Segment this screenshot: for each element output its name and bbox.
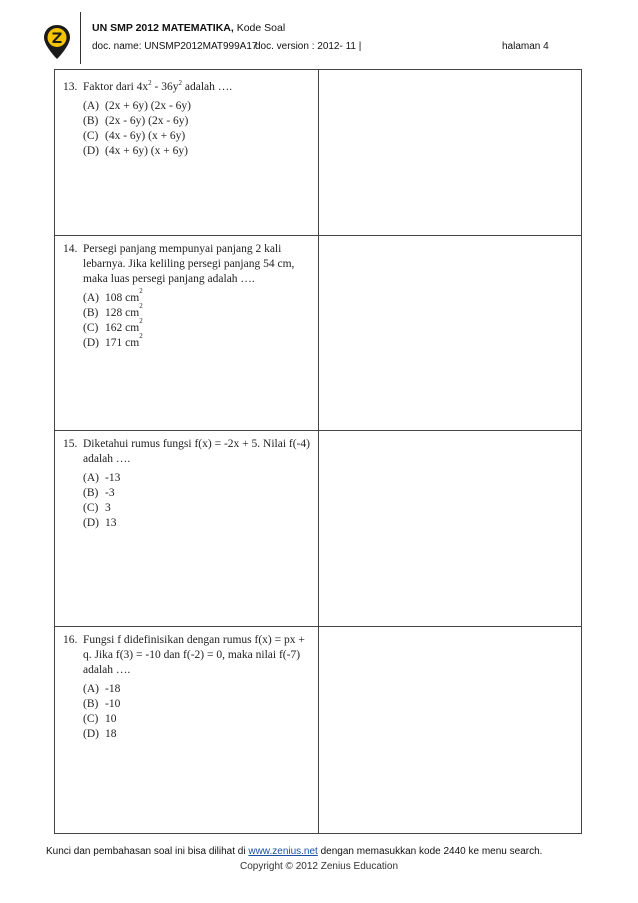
row-divider <box>55 626 581 627</box>
question-15 <box>63 437 313 531</box>
zenius-link[interactable]: www.zenius.net <box>248 846 318 857</box>
question-stem: Diketahui rumus fungsi f(x) = -2x + 5. Nilai f(-4) adalah …. <box>83 438 310 465</box>
option-a: (A) 108 cm 2 <box>83 287 143 304</box>
question-grid <box>54 69 582 834</box>
question-stem: Persegi panjang mempunyai panjang 2 kali lebarnya. Jika keliling persegi panjang 54 cm, maka luas persegi panjang adalah …. <box>83 243 295 285</box>
options-list <box>83 682 313 742</box>
doc-version: doc. version : 2012- 11 | <box>255 41 362 52</box>
option-d: (D) 18 <box>83 728 117 740</box>
option-a: (A) -18 <box>83 683 121 695</box>
option-a: (A) -13 <box>83 472 121 484</box>
row-divider <box>55 430 581 431</box>
option-c: (C) 10 <box>83 713 117 725</box>
option-d: (D) 171 cm 2 <box>83 332 143 349</box>
option-d: (D) 13 <box>83 517 117 529</box>
footer-note: Kunci dan pembahasan soal ini bisa dilihat di www.zenius.net dengan memasukkan kode 2440 ke menu search. <box>46 846 543 857</box>
question-number: 15. <box>63 438 78 450</box>
column-divider <box>318 70 319 833</box>
row-divider <box>55 235 581 236</box>
question-number: 13. <box>63 81 78 93</box>
header-divider <box>80 12 81 64</box>
options-list <box>83 471 313 531</box>
doc-name: doc. name: UNSMP2012MAT999A17 <box>92 41 258 52</box>
question-stem: Faktor dari $4x^2 - 36y^2$ adalah …. <box>83 79 233 93</box>
page-header <box>0 0 638 75</box>
copyright: Copyright © 2012 Zenius Education <box>239 861 399 872</box>
question-stem: Fungsi f didefinisikan dengan rumus f(x) = px + q. Jika f(3) = -10 dan f(-2) = 0, maka nilai f(-7) adalah …. <box>83 634 305 676</box>
zenius-logo-icon <box>43 24 71 60</box>
option-c: (C) 3 <box>83 502 111 514</box>
option-d: (D) (4x + 6y) (x + 6y) <box>83 145 188 157</box>
option-b: (B) -3 <box>83 487 115 499</box>
question-number: 16. <box>63 634 78 646</box>
page-number: halaman 4 <box>502 41 549 52</box>
options-list <box>83 99 313 159</box>
option-b: (B) -10 <box>83 698 121 710</box>
option-c: (C) (4x - 6y) (x + 6y) <box>83 130 186 142</box>
option-c: (C) 162 cm 2 <box>83 317 143 334</box>
question-13 <box>63 80 313 159</box>
question-16 <box>63 633 313 742</box>
option-a: (A) (2x + 6y) (2x - 6y) <box>83 100 192 112</box>
option-b: (B) 128 cm 2 <box>83 302 143 319</box>
document-title: UN SMP 2012 MATEMATIKA, Kode Soal <box>92 22 286 34</box>
question-14 <box>63 242 313 351</box>
question-number: 14. <box>63 243 78 255</box>
options-list <box>83 287 313 351</box>
option-b: (B) (2x - 6y) (2x - 6y) <box>83 115 189 127</box>
